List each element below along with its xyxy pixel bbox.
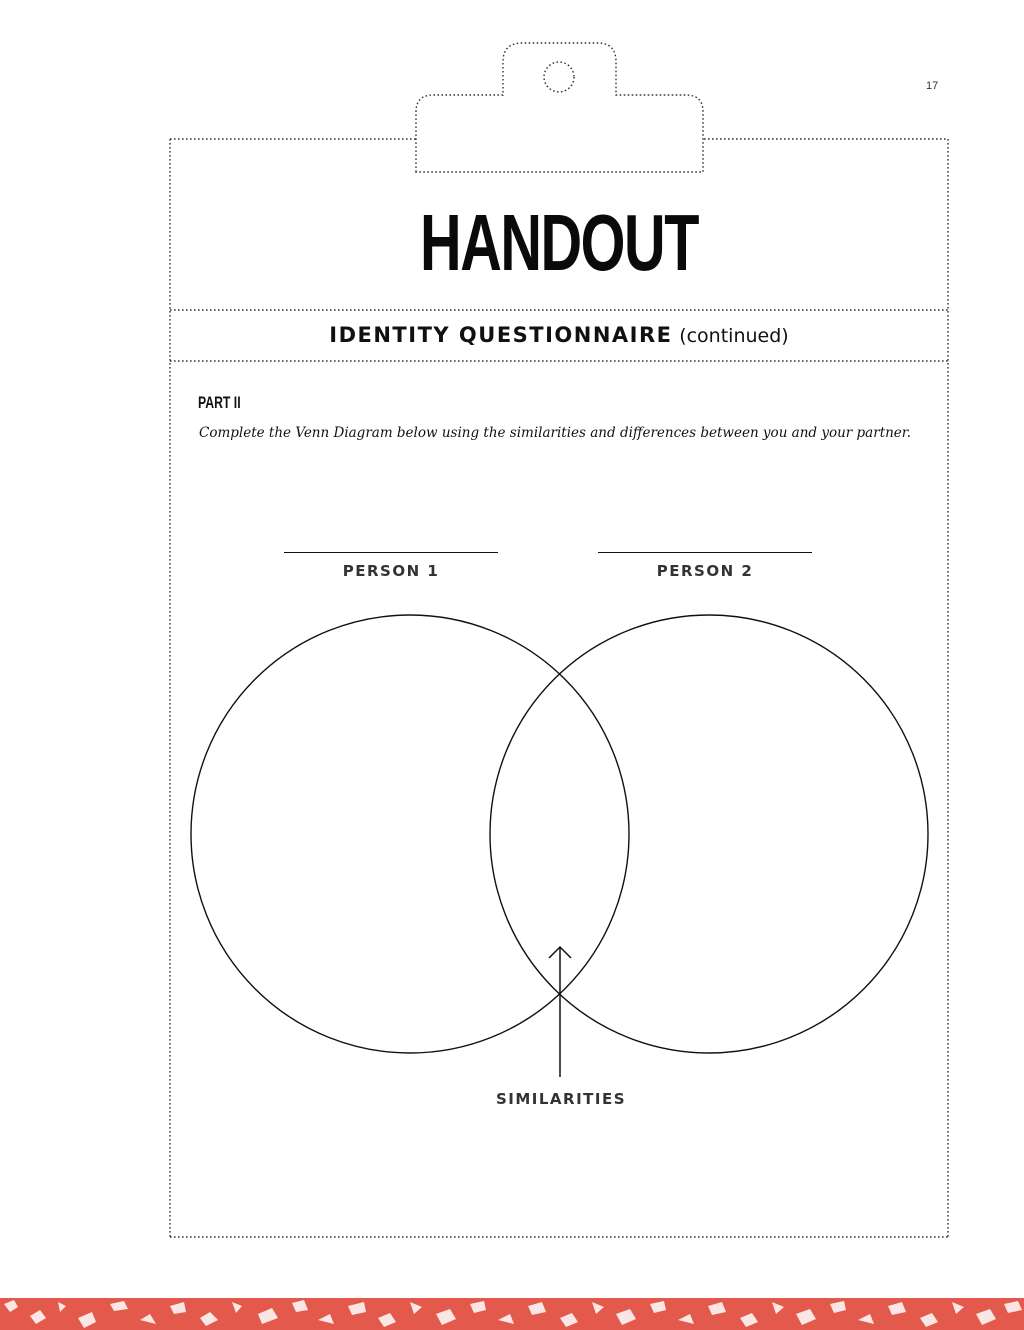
part-label: PART II — [198, 393, 241, 412]
instructions-text: Complete the Venn Diagram below using the similarities and differences between you and your partner. — [199, 425, 912, 441]
footer-band — [0, 1298, 1024, 1330]
page-number: 17 — [926, 80, 939, 92]
person-2-label: PERSON 2 — [656, 562, 754, 580]
person-1-label: PERSON 1 — [342, 562, 440, 580]
section-heading-main: IDENTITY QUESTIONNAIRE — [329, 323, 673, 347]
similarities-label: SIMILARITIES — [495, 1090, 627, 1108]
section-heading-note: (continued) — [679, 325, 789, 347]
page-title: HANDOUT — [420, 198, 698, 287]
up-arrow-icon — [549, 947, 571, 1077]
venn-circle-person-2[interactable] — [490, 615, 928, 1053]
venn-circle-person-1[interactable] — [191, 615, 629, 1053]
